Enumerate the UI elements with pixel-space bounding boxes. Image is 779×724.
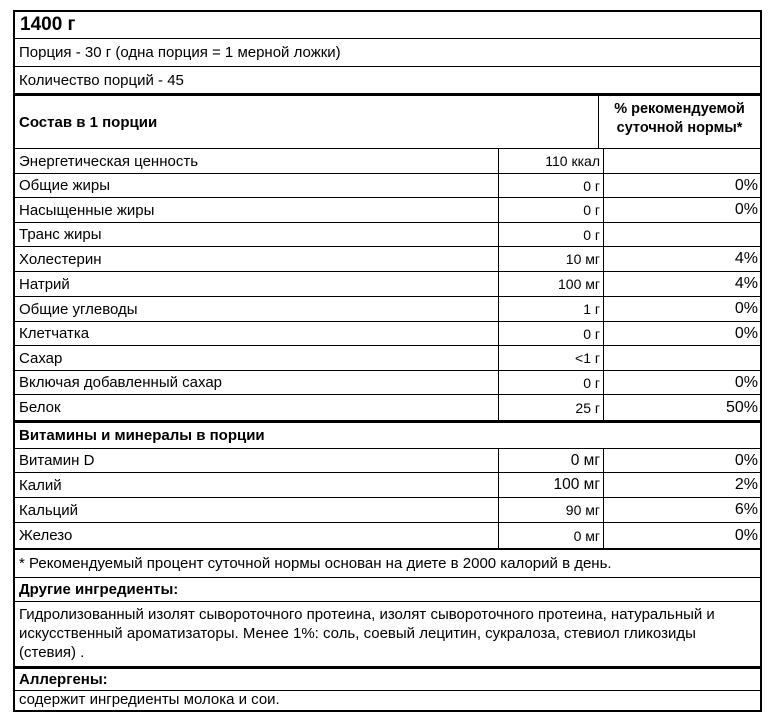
- other-ingredients-text: Гидролизованный изолят сывороточного протеина, изолят сывороточного протеина, натуральный и искусственный ароматизаторы. Менее 1%: соль, соевый лецитин, сукралоза, стевиол гликозиды (стевия) .: [15, 601, 760, 666]
- vitamin-daily-value: 6%: [734, 501, 758, 518]
- other-ingredients-label: Другие ингредиенты:: [15, 577, 760, 601]
- vitamin-name: Калий: [19, 476, 62, 494]
- vitamin-daily-value: 0%: [734, 451, 758, 469]
- nutrient-daily-value: 0%: [734, 373, 758, 391]
- vitamin-daily-value: 0%: [734, 526, 758, 544]
- nutrient-daily-value: [604, 223, 760, 246]
- nutrient-name: Насыщенные жиры: [19, 201, 155, 219]
- vitamin-row: [15, 472, 760, 497]
- nutrient-row: [15, 222, 760, 246]
- nutrient-row: [15, 345, 760, 370]
- serving-size: Порция - 30 г (одна порция = 1 мерной ложки): [15, 38, 760, 66]
- nutrient-amount: 0 г: [498, 371, 604, 394]
- vitamin-amount: 100 мг: [498, 473, 604, 497]
- nutrient-name: Энергетическая ценность: [19, 152, 199, 170]
- nutrient-amount: 0 г: [498, 223, 604, 246]
- daily-value-header: [598, 96, 760, 148]
- vitamin-name: Кальций: [19, 501, 78, 519]
- vitamin-row: [15, 448, 760, 472]
- nutrient-row: [15, 370, 760, 394]
- nutrient-row: [15, 173, 760, 197]
- nutrient-amount: 10 мг: [498, 247, 604, 271]
- nutrient-amount: <1 г: [498, 346, 604, 370]
- nutrient-daily-value: 0%: [734, 201, 758, 218]
- allergens-label: Аллергены:: [15, 666, 760, 690]
- nutrient-name: Включая добавленный сахар: [19, 374, 223, 391]
- nutrient-amount: 0 г: [498, 322, 604, 345]
- vitamin-daily-value: 2%: [734, 476, 758, 493]
- nutrient-amount: 0 г: [498, 198, 604, 222]
- nutrient-name: Холестерин: [19, 250, 102, 268]
- allergens-text: содержит ингредиенты молока и сои.: [15, 690, 760, 710]
- nutrient-name: Транс жиры: [19, 226, 102, 243]
- composition-header-label: Состав в 1 порции: [19, 113, 158, 131]
- nutrient-daily-value: [604, 149, 760, 173]
- nutrient-amount: 0 г: [498, 174, 604, 197]
- package-weight: 1400 г: [20, 14, 76, 35]
- nutrient-daily-value: 0%: [734, 324, 758, 342]
- vitamins-header: Витамины и минералы в порции: [15, 420, 760, 448]
- nutrient-name: Сахар: [19, 349, 63, 367]
- nutrient-daily-value: 50%: [725, 398, 758, 416]
- nutrient-name: Общие жиры: [19, 177, 111, 194]
- daily-value-header-line1: % рекомендуемой: [614, 101, 745, 117]
- nutrient-daily-value: 4%: [734, 250, 758, 267]
- vitamin-row: [15, 497, 760, 522]
- nutrient-daily-value: 4%: [734, 275, 758, 292]
- nutrient-row: [15, 246, 760, 271]
- nutrient-row: [15, 321, 760, 345]
- nutrition-facts-table: [13, 10, 762, 712]
- vitamin-amount: 0 мг: [498, 449, 604, 472]
- nutrient-amount: 1 г: [498, 297, 604, 321]
- nutrient-row: [15, 394, 760, 420]
- vitamin-amount: 90 мг: [498, 498, 604, 522]
- nutrient-amount: 25 г: [498, 395, 604, 420]
- nutrient-daily-value: [604, 346, 760, 370]
- vitamin-name: Витамин D: [19, 452, 95, 469]
- nutrient-name: Белок: [19, 399, 61, 416]
- nutrient-row: [15, 197, 760, 222]
- daily-value-header-line2: суточной нормы*: [616, 120, 743, 136]
- nutrient-daily-value: 0%: [734, 300, 758, 317]
- nutrient-row: [15, 271, 760, 296]
- nutrient-row: [15, 296, 760, 321]
- vitamin-amount: 0 мг: [498, 523, 604, 548]
- nutrient-name: Клетчатка: [19, 325, 90, 342]
- nutrient-name: Общие углеводы: [19, 300, 138, 318]
- nutrient-amount: 110 ккал: [498, 149, 604, 173]
- footnote: * Рекомендуемый процент суточной нормы основан на диете в 2000 калорий в день.: [15, 548, 760, 577]
- servings-count: Количество порций - 45: [15, 66, 760, 93]
- nutrient-row: [15, 148, 760, 173]
- nutrient-name: Натрий: [19, 275, 70, 293]
- composition-header: [15, 93, 760, 148]
- nutrient-amount: 100 мг: [498, 272, 604, 296]
- vitamin-row: [15, 522, 760, 548]
- nutrient-daily-value: 0%: [734, 176, 758, 194]
- vitamin-name: Железо: [19, 527, 73, 544]
